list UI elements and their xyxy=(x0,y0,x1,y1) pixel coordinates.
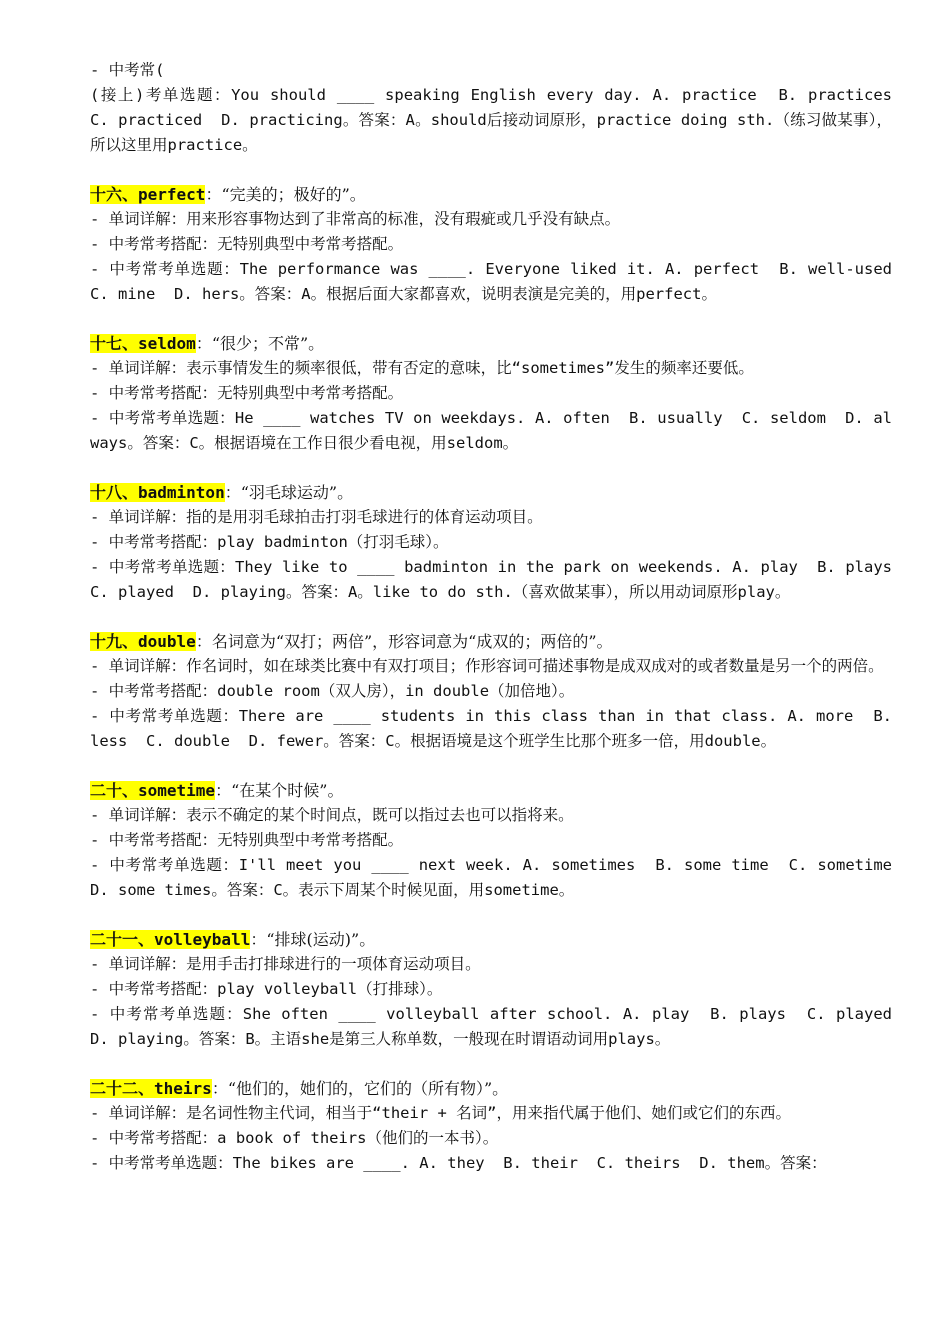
word-heading: 十八、badminton xyxy=(90,483,225,502)
word-meaning: ：“很少；不常”。 xyxy=(195,334,325,353)
word-detail: - 单词详解：用来形容事物达到了非常高的标准，没有瑕疵或几乎没有缺点。 xyxy=(90,210,621,228)
section-gap xyxy=(90,307,892,331)
vocab-entry xyxy=(90,480,911,605)
section-gap xyxy=(90,605,892,629)
word-meaning: ：“他们的，她们的，它们的（所有物）”。 xyxy=(211,1079,509,1098)
word-question: - 中考常考单选题：He ____ watches TV on weekdays. A. often B. usually C. seldom D. always。答案：C。根据语境在工作日很少看电视，用seldom。 xyxy=(90,409,892,452)
vocab-entry xyxy=(90,182,911,307)
word-question: - 中考常考单选题：I'll meet you ____ next week. A. sometimes B. some time C. sometime D. some times。答案：C。表示下周某个时候见面，用sometime。 xyxy=(90,856,911,899)
word-meaning: ：“完美的；极好的”。 xyxy=(205,185,366,204)
word-heading: 二十一、volleyball xyxy=(90,930,251,949)
word-heading: 十九、double xyxy=(90,632,196,651)
word-question: - 中考常考单选题：She often ____ volleyball after school. A. play B. plays C. played D. playing。答案：B。主语she是第三人称单数，一般现在时谓语动词用plays。 xyxy=(90,1005,911,1048)
word-detail: - 单词详解：是用手击打排球进行的一项体育运动项目。 xyxy=(90,955,481,973)
section-gap xyxy=(90,903,892,927)
vocab-entry xyxy=(90,927,911,1052)
word-heading: 二十、sometime xyxy=(90,781,216,800)
word-detail: - 单词详解：表示不确定的某个时间点，既可以指过去也可以指将来。 xyxy=(90,806,574,824)
section-gap xyxy=(90,158,892,182)
section-gap xyxy=(90,754,892,778)
word-collocation: - 中考常考搭配：play volleyball（打排球）。 xyxy=(90,980,443,998)
word-heading: 十七、seldom xyxy=(90,334,196,353)
word-question: - 中考常考单选题：There are ____ students in this class than in that class. A. more B. less C. double D. fewer。答案：C。根据语境是这个班学生比那个班多一倍，用double。 xyxy=(90,707,902,750)
word-collocation: - 中考常考搭配：无特别典型中考常考搭配。 xyxy=(90,235,404,253)
word-collocation: - 中考常考搭配：play badminton（打羽毛球）。 xyxy=(90,533,449,551)
intro-line: - 中考常( xyxy=(90,61,165,79)
word-detail: - 单词详解：指的是用羽毛球拍击打羽毛球进行的体育运动项目。 xyxy=(90,508,543,526)
word-collocation: - 中考常考搭配：无特别典型中考常考搭配。 xyxy=(90,831,404,849)
word-collocation: - 中考常考搭配：a book of theirs（他们的一本书）。 xyxy=(90,1129,499,1147)
word-meaning: ：“羽毛球运动”。 xyxy=(224,483,354,502)
word-question: - 中考常考单选题：They like to ____ badminton in the park on weekends. A. play B. plays C. played D. playing。答案：A。like to do sth.（喜欢做某事），所以用动词原形play。 xyxy=(90,558,911,601)
word-heading: 二十二、theirs xyxy=(90,1079,212,1098)
word-collocation: - 中考常考搭配：double room（双人房），in double（加倍地）。 xyxy=(90,682,575,700)
section-gap xyxy=(90,456,892,480)
word-meaning: ：名词意为“双打；两倍”，形容词意为“成双的；两倍的”。 xyxy=(195,632,613,651)
word-collocation: - 中考常考搭配：无特别典型中考常考搭配。 xyxy=(90,384,404,402)
vocab-entry xyxy=(90,1076,892,1176)
word-detail: - 单词详解：是名词性物主代词，相当于“their + 名词”，用来指代属于他们、她们或它们的东西。 xyxy=(90,1104,791,1122)
vocab-entry xyxy=(90,629,902,754)
vocab-entry xyxy=(90,778,911,903)
vocab-entry xyxy=(90,331,892,456)
word-question: - 中考常考单选题：The bikes are ____. A. they B. their C. theirs D. them。答案： xyxy=(90,1154,827,1172)
word-question: - 中考常考单选题：The performance was ____. Everyone liked it. A. perfect B. well-used C. mine D. hers。答案：A。根据后面大家都喜欢，说明表演是完美的，用perfect。 xyxy=(90,260,911,303)
word-meaning: ：“排球(运动)”。 xyxy=(250,930,376,949)
word-detail: - 单词详解：表示事情发生的频率很低，带有否定的意味，比“sometimes”发生的频率还要低。 xyxy=(90,359,754,377)
word-meaning: ：“在某个时候”。 xyxy=(215,781,344,800)
word-detail: - 单词详解：作名词时，如在球类比赛中有双打项目；作形容词可描述事物是成双成对的或者数量是另一个的两倍。 xyxy=(90,657,884,675)
intro-question: (接上)考单选题：You should ____ speaking English every day. A. practice B. practices C. practiced D. practicing。答案：A。should后接动词原形，practice doing sth.（练习做某事），所以这里用practice。 xyxy=(90,86,911,154)
word-heading: 十六、perfect xyxy=(90,185,206,204)
section-gap xyxy=(90,1052,892,1076)
